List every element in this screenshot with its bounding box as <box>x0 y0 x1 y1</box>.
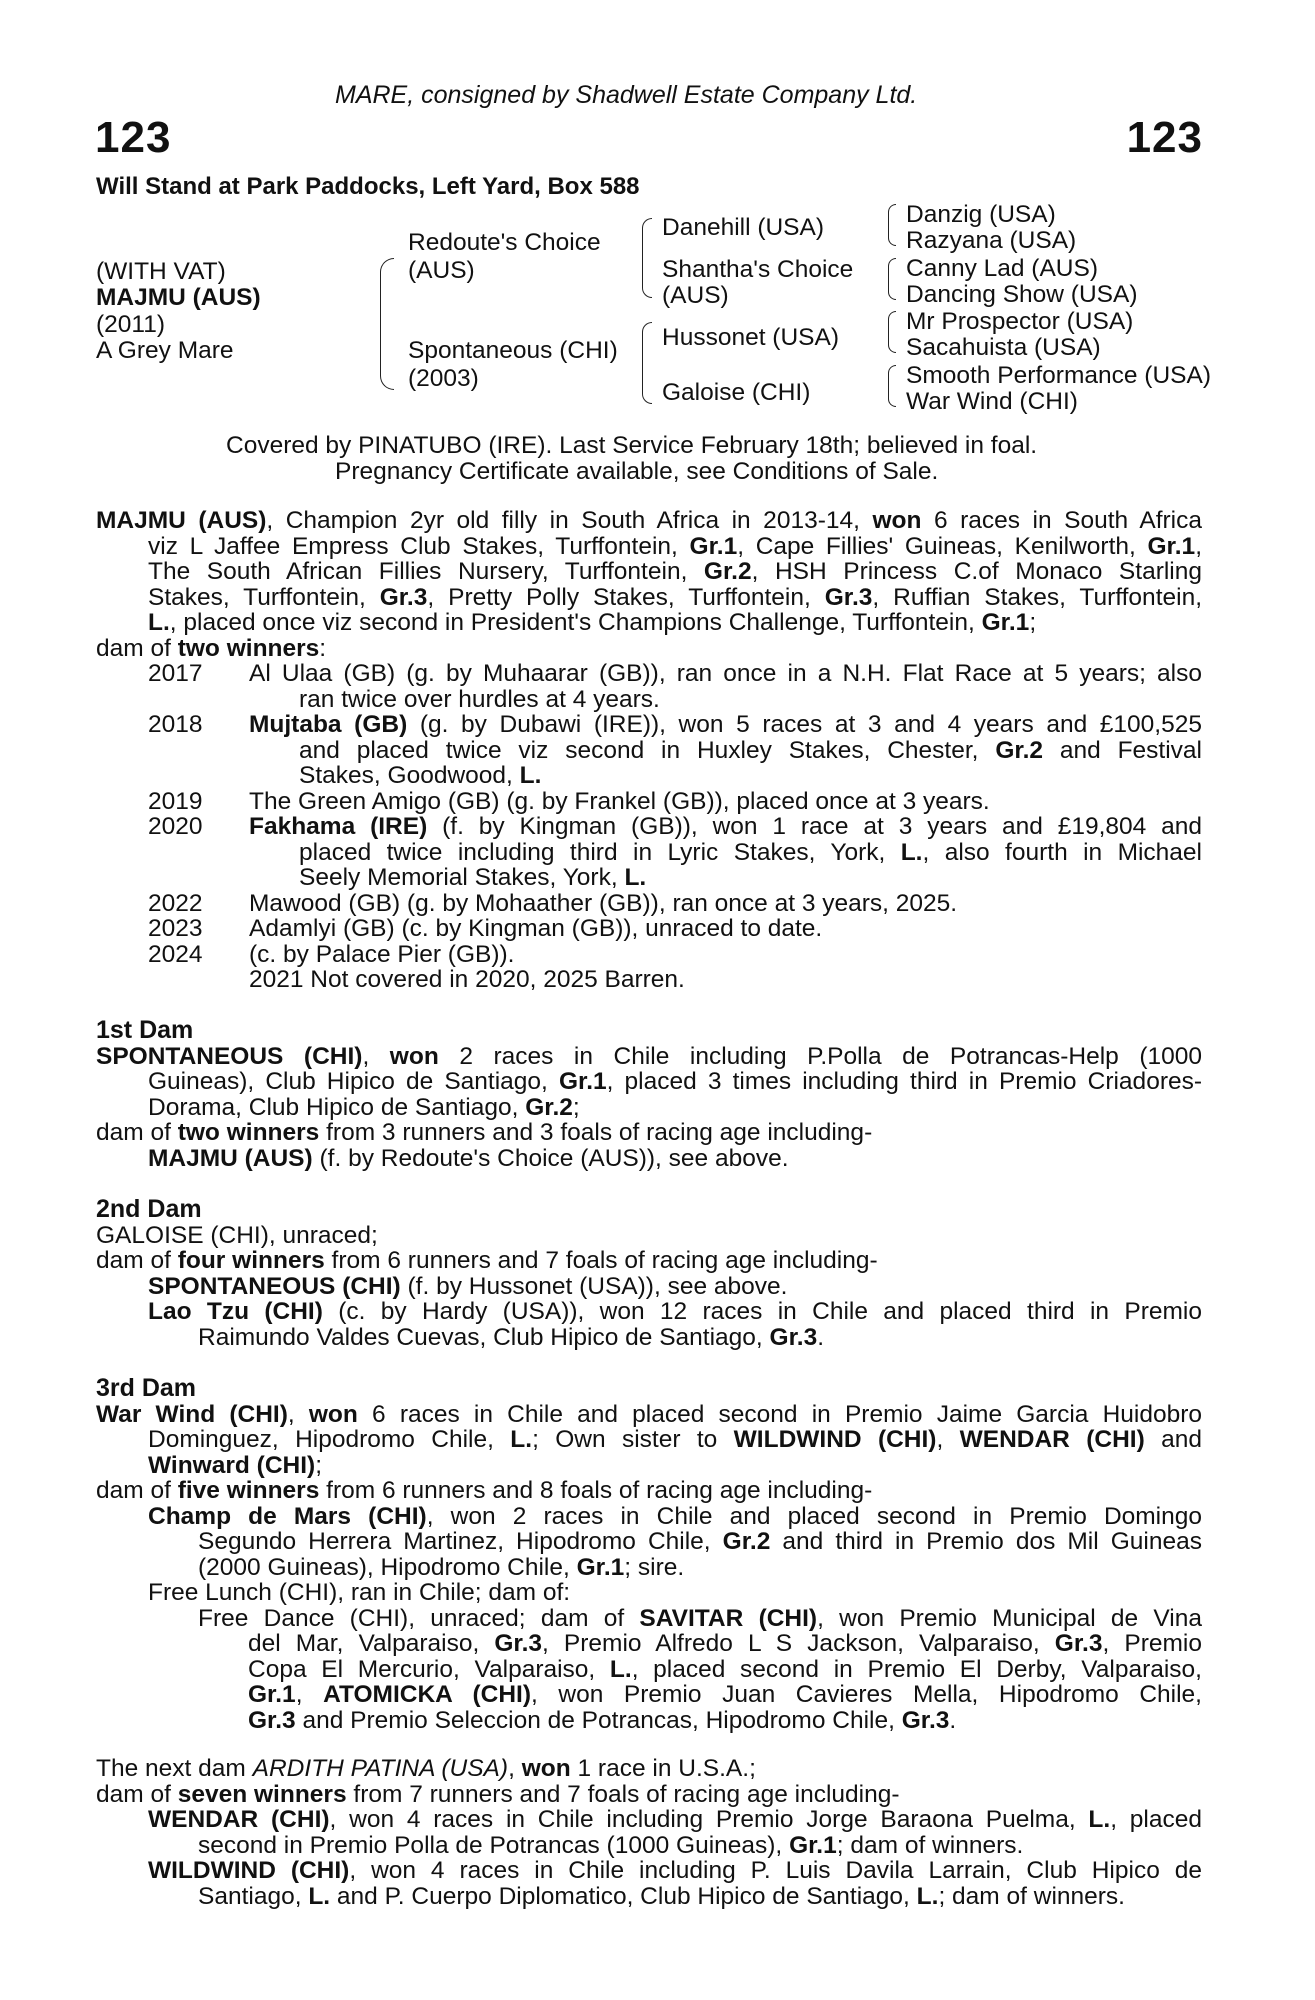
text-segment: Lao Tzu (CHI) <box>148 1298 323 1325</box>
text-segment: , HSH Princess C.of Monaco Starling <box>751 558 1202 585</box>
text-line <box>96 1325 1202 1351</box>
text-segment: ATOMICKA (CHI) <box>323 1681 531 1708</box>
text-segment: Gr.3 <box>494 1630 543 1657</box>
text-segment: from 6 runners and 8 foals of racing age including- <box>319 1477 873 1504</box>
text-segment: , Pretty Polly Stakes, Turffontein, <box>427 583 825 611</box>
text-segment: Free Dance (CHI), unraced; dam of <box>198 1604 640 1632</box>
text-segment: WILDWIND (CHI) <box>148 1857 350 1884</box>
text-segment: dam of <box>96 1780 178 1808</box>
text-segment: , <box>1195 532 1202 560</box>
text-segment: WENDAR (CHI) <box>148 1806 330 1833</box>
text-segment: MAJMU (AUS) <box>148 1144 313 1172</box>
text-segment: L. <box>900 838 923 866</box>
text-segment: , won 4 races in Chile including P. Luis Davila Larrain, Club Hipico de <box>349 1857 1202 1884</box>
dam-year: (2003) <box>408 365 479 392</box>
text-line <box>96 534 1202 560</box>
gg-smooth-performance: Smooth Performance (USA) <box>906 362 1211 389</box>
text-segment: Gr.3 <box>769 1323 818 1351</box>
text-line <box>299 738 1202 764</box>
text-line <box>96 1529 1202 1555</box>
text-segment: ; dam of winners. <box>938 1882 1125 1910</box>
text-segment: Seely Memorial Stakes, York, <box>299 864 625 891</box>
text-line <box>96 610 1202 636</box>
text-line <box>96 687 1202 713</box>
text-segment: Free Lunch (CHI), ran in Chile; dam of: <box>148 1579 571 1606</box>
text-segment: and placed twice viz second in Huxley Stakes, Chester, <box>299 736 996 764</box>
text-segment: 2018 <box>148 711 203 738</box>
text-line <box>96 1248 1202 1274</box>
text-line <box>96 1146 1202 1172</box>
text-segment: from 6 runners and 7 foals of racing age including- <box>324 1247 878 1274</box>
text-segment: Gr.1 <box>689 532 738 560</box>
text-segment: Gr.3 <box>1054 1630 1103 1657</box>
text-segment: ; <box>572 1093 580 1121</box>
pedigree-brace-gg4 <box>888 365 896 407</box>
text-segment: L. <box>609 1655 632 1683</box>
text-segment: Dominguez, Hipodromo Chile, <box>148 1426 511 1453</box>
text-line <box>96 1453 1202 1479</box>
horse-description: A Grey Mare <box>96 337 234 364</box>
text-line <box>96 865 1202 891</box>
text-segment: and <box>1144 1426 1202 1453</box>
text-segment: (c. by Hardy (USA)), won 12 races in Chile and placed third in Premio <box>322 1298 1202 1325</box>
text-segment: , <box>295 1681 324 1708</box>
text-line <box>96 763 1202 789</box>
covering-line: Covered by PINATUBO (IRE). Last Service February 18th; believed in foal. <box>226 432 1038 459</box>
text-segment: Fakhama (IRE) <box>249 813 428 840</box>
text-segment: Gr.3 <box>379 583 428 611</box>
text-segment: SPONTANEOUS (CHI) <box>96 1042 363 1070</box>
text-segment: and P. Cuerpo Diplomatico, Club Hipico de Santiago, <box>330 1882 917 1910</box>
text-segment: (g. by Dubawi (IRE)), won 5 races at 3 and 4 years and £100,525 <box>407 711 1202 738</box>
text-segment: and third in Premio dos Mil Guineas <box>770 1528 1202 1555</box>
text-segment: won <box>872 507 922 534</box>
gg-sacahuista: Sacahuista (USA) <box>906 334 1101 361</box>
text-segment: 6 races in South Africa <box>921 507 1202 534</box>
text-segment: : <box>319 634 327 662</box>
text-segment: , won 2 races in Chile and placed second in Premio Domingo <box>426 1502 1202 1530</box>
pedigree-brace-dam <box>642 322 652 404</box>
dam-dam: Galoise (CHI) <box>662 379 811 406</box>
text-segment: L. <box>519 762 542 789</box>
text-segment: 1 race in U.S.A.; <box>570 1755 756 1782</box>
sire-country: (AUS) <box>408 257 475 284</box>
text-segment: Gr.2 <box>703 558 752 585</box>
text-segment: Segundo Herrera Martinez, Hipodromo Chile, <box>198 1528 723 1555</box>
text-segment: (2000 Guineas), Hipodromo Chile, <box>198 1553 577 1581</box>
text-segment: (f. by Hussonet (USA)), see above. <box>400 1272 788 1300</box>
text-segment: , placed 3 times including third in Premio Criadores- <box>606 1068 1203 1095</box>
majmu-section <box>96 508 1202 661</box>
gg-danzig: Danzig (USA) <box>906 201 1056 228</box>
gg-dancing-show: Dancing Show (USA) <box>906 281 1138 308</box>
text-segment: Gr.1 <box>558 1068 607 1095</box>
text-line <box>96 1044 1202 1070</box>
pedigree-brace-gg3 <box>888 311 896 353</box>
lot-number-left: 123 <box>95 113 172 162</box>
text-segment: 2023 <box>148 915 203 942</box>
text-segment: seven winners <box>177 1780 347 1808</box>
text-segment: four winners <box>177 1247 325 1274</box>
text-line <box>96 636 1202 662</box>
text-segment: dam of <box>96 634 178 662</box>
text-segment: GALOISE (CHI), unraced; <box>96 1221 378 1249</box>
text-segment: SPONTANEOUS (CHI) <box>148 1272 401 1300</box>
text-line <box>96 1682 1202 1708</box>
second-dam-heading: 2nd Dam <box>96 1195 202 1223</box>
text-segment: Copa El Mercurio, Valparaiso, <box>248 1655 610 1683</box>
text-segment: ; <box>1029 609 1037 636</box>
text-segment: del Mar, Valparaiso, <box>248 1630 495 1657</box>
dam-name: Spontaneous (CHI) <box>408 337 618 364</box>
text-line <box>96 1095 1202 1121</box>
text-segment: , Premio <box>1102 1630 1202 1657</box>
text-segment: won <box>521 1755 571 1782</box>
text-segment: The South African Fillies Nursery, Turffontein, <box>148 558 704 585</box>
text-segment: second in Premio Polla de Potrancas (1000 Guineas), <box>198 1831 790 1859</box>
text-segment: , Champion 2yr old filly in South Africa in 2013-14, <box>266 507 873 534</box>
third-dam-section <box>96 1376 1202 1733</box>
text-line <box>249 814 1202 840</box>
text-segment: WILDWIND (CHI) <box>733 1426 937 1453</box>
horse-year: (2011) <box>96 311 166 338</box>
text-segment: from 7 runners and 7 foals of racing age including- <box>346 1780 900 1808</box>
text-segment: Gr.3 <box>901 1706 950 1734</box>
text-segment: L. <box>510 1426 533 1453</box>
text-segment: Gr.2 <box>995 736 1044 764</box>
text-line <box>96 1708 1202 1734</box>
text-segment: L. <box>308 1882 331 1910</box>
third-dam-heading: 3rd Dam <box>96 1374 197 1402</box>
text-line <box>96 585 1202 611</box>
pedigree-brace-gg2 <box>888 258 896 300</box>
text-segment: dam of <box>96 1247 178 1274</box>
text-line <box>96 1120 1202 1146</box>
pedigree-brace-gg1 <box>888 204 896 246</box>
progeny-row <box>96 712 1202 738</box>
sire-dam: Shantha's Choice <box>662 256 854 283</box>
vat-status: (WITH VAT) <box>96 258 226 285</box>
lot-number-right: 123 <box>1126 113 1203 162</box>
text-segment: , placed <box>1110 1806 1202 1833</box>
text-segment: (f. by Kingman (GB)), won 1 race at 3 years and £19,804 and <box>427 813 1203 840</box>
text-line <box>96 1858 1202 1884</box>
text-segment: The Green Amigo (GB) (g. by Frankel (GB)), placed once at 3 years. <box>249 787 990 815</box>
text-segment: ; sire. <box>624 1553 685 1581</box>
text-line <box>96 1657 1202 1683</box>
text-segment: (c. by Palace Pier (GB)). <box>249 940 515 968</box>
progeny-row <box>96 814 1202 840</box>
text-line <box>299 865 1202 891</box>
text-line <box>96 1274 1202 1300</box>
text-line <box>96 840 1202 866</box>
text-segment: 2020 <box>148 813 203 840</box>
text-segment: (f. by Redoute's Choice (AUS)), see above. <box>312 1144 789 1172</box>
text-line <box>96 559 1202 585</box>
text-segment: and Premio Seleccion de Potrancas, Hipodromo Chile, <box>295 1706 902 1734</box>
text-segment: , won 4 races in Chile including Premio Jorge Baraona Puelma, <box>329 1806 1089 1833</box>
text-segment: dam of <box>96 1477 178 1504</box>
text-segment: , <box>936 1426 960 1453</box>
text-segment: Gr.1 <box>1147 532 1196 560</box>
text-segment: The next dam <box>96 1755 253 1782</box>
text-segment: ran twice over hurdles at 4 years. <box>299 685 660 713</box>
text-segment: , Ruffian Stakes, Turffontein, <box>872 583 1202 611</box>
text-line <box>96 1555 1202 1581</box>
text-line <box>96 1504 1202 1530</box>
text-segment: Winward (CHI) <box>148 1451 316 1479</box>
gg-canny-lad: Canny Lad (AUS) <box>906 255 1099 282</box>
text-line <box>96 1402 1202 1428</box>
text-segment: L. <box>148 609 170 636</box>
sire-sire: Danehill (USA) <box>662 214 825 241</box>
text-segment: , <box>287 1400 309 1428</box>
text-segment: won <box>308 1400 358 1428</box>
text-segment: 2024 <box>148 940 203 968</box>
first-dam-section <box>96 1018 1202 1171</box>
sire-dam-country: (AUS) <box>662 282 729 309</box>
text-segment: Mujtaba (GB) <box>249 711 408 738</box>
text-segment: Gr.1 <box>248 1681 296 1708</box>
text-segment: placed twice including third in Lyric Stakes, York, <box>299 838 901 866</box>
text-line <box>96 1427 1202 1453</box>
text-line <box>96 1631 1202 1657</box>
progeny-row <box>96 789 1202 815</box>
text-segment: Raimundo Valdes Cuevas, Club Hipico de Santiago, <box>198 1323 770 1351</box>
text-segment: Adamlyi (GB) (c. by Kingman (GB)), unraced to date. <box>249 915 823 942</box>
text-segment: 2022 <box>148 889 203 917</box>
text-segment: ; Own sister to <box>532 1426 734 1453</box>
progeny-row <box>96 942 1202 968</box>
text-line <box>96 1299 1202 1325</box>
text-segment: . <box>949 1706 957 1734</box>
majmu-name: MAJMU (AUS) <box>96 507 267 534</box>
consignor-line: MARE, consigned by Shadwell Estate Company Ltd. <box>335 81 918 109</box>
text-segment: Champ de Mars (CHI) <box>148 1502 427 1530</box>
text-line <box>96 1606 1202 1632</box>
text-segment: Dorama, Club Hipico de Santiago, <box>148 1093 526 1121</box>
progeny-row <box>96 916 1202 942</box>
gg-war-wind: War Wind (CHI) <box>906 388 1078 415</box>
text-segment: , won Premio Municipal de Vina <box>817 1604 1202 1632</box>
text-line <box>299 840 1202 866</box>
text-segment: Gr.1 <box>981 609 1030 636</box>
text-line <box>96 1884 1202 1910</box>
text-segment: Gr.3 <box>824 583 873 611</box>
text-line <box>96 1756 1202 1782</box>
text-segment: , <box>508 1755 522 1782</box>
text-segment: 2019 <box>148 787 203 815</box>
text-segment: Gr.3 <box>248 1706 296 1734</box>
stabling-location: Will Stand at Park Paddocks, Left Yard, Box 588 <box>96 173 640 200</box>
text-line <box>299 763 1202 789</box>
text-line <box>96 1833 1202 1859</box>
text-segment: Gr.1 <box>789 1831 837 1859</box>
text-segment: Santiago, <box>198 1882 309 1910</box>
text-segment: five winners <box>177 1477 320 1504</box>
text-segment: dam of <box>96 1119 178 1146</box>
text-segment: and Festival <box>1043 736 1202 764</box>
progeny-list <box>96 661 1202 993</box>
pedigree-brace-main <box>380 258 394 390</box>
text-segment: , <box>362 1042 390 1070</box>
text-segment: , also fourth in Michael <box>922 838 1202 866</box>
text-segment: Gr.2 <box>722 1528 771 1555</box>
text-segment: , Cape Fillies' Guineas, Kenilworth, <box>737 532 1148 560</box>
sire-name: Redoute's Choice <box>408 229 601 256</box>
text-line <box>96 1782 1202 1808</box>
text-line <box>96 738 1202 764</box>
text-segment: 2021 Not covered in 2020, 2025 Barren. <box>249 966 685 993</box>
text-line <box>96 1069 1202 1095</box>
next-dam-section <box>96 1756 1202 1909</box>
text-segment: , placed once viz second in President's Champions Challenge, Turffontein, <box>169 609 982 636</box>
text-segment: 6 races in Chile and placed second in Premio Jaime Garcia Huidobro <box>357 1400 1202 1428</box>
text-segment: War Wind (CHI) <box>96 1400 288 1428</box>
gg-mr-prospector: Mr Prospector (USA) <box>906 308 1134 335</box>
text-segment: . <box>817 1323 825 1351</box>
text-segment: L. <box>916 1882 939 1910</box>
text-segment: WENDAR (CHI) <box>959 1426 1145 1453</box>
pregnancy-line: Pregnancy Certificate available, see Conditions of Sale. <box>335 458 939 485</box>
text-segment: viz L Jaffee Empress Club Stakes, Turffontein, <box>148 532 690 560</box>
text-segment: Gr.1 <box>576 1553 625 1581</box>
text-segment: L. <box>1088 1806 1111 1833</box>
dam-sire: Hussonet (USA) <box>662 324 840 351</box>
text-line <box>249 712 1202 738</box>
progeny-row <box>96 891 1202 917</box>
text-segment: Stakes, Turffontein, <box>148 583 380 611</box>
pedigree-brace-sire <box>642 218 652 298</box>
progeny-note <box>96 967 1202 993</box>
text-line <box>96 508 1202 534</box>
text-segment: 2 races in Chile including P.Polla de Potrancas-Help (1000 <box>438 1042 1202 1070</box>
text-segment: ; dam of winners. <box>836 1831 1024 1859</box>
text-segment: won <box>389 1042 439 1070</box>
text-segment: L. <box>624 864 647 891</box>
text-segment: , Premio Alfredo L S Jackson, Valparaiso, <box>542 1630 1055 1657</box>
text-segment: two winners <box>177 634 320 662</box>
text-segment: Gr.2 <box>525 1093 573 1121</box>
text-segment: ARDITH PATINA (USA) <box>252 1755 509 1782</box>
text-segment: Stakes, Goodwood, <box>299 762 520 789</box>
horse-name: MAJMU (AUS) <box>96 284 261 311</box>
progeny-row <box>96 661 1202 687</box>
text-segment: ; <box>315 1451 322 1479</box>
text-segment: 2017 <box>148 660 203 687</box>
second-dam-section <box>96 1197 1202 1350</box>
gg-razyana: Razyana (USA) <box>906 227 1077 254</box>
text-segment: from 3 runners and 3 foals of racing age including- <box>319 1119 873 1146</box>
first-dam-heading: 1st Dam <box>96 1016 194 1044</box>
text-segment: , won Premio Juan Cavieres Mella, Hipodromo Chile, <box>531 1681 1202 1708</box>
text-segment: SAVITAR (CHI) <box>639 1604 818 1632</box>
text-line <box>96 1807 1202 1833</box>
text-segment: Mawood (GB) (g. by Mohaather (GB)), ran once at 3 years, 2025. <box>249 889 958 917</box>
text-segment: Guineas), Club Hipico de Santiago, <box>148 1068 559 1095</box>
text-line <box>96 1478 1202 1504</box>
text-segment: , placed second in Premio El Derby, Valparaiso, <box>631 1655 1202 1683</box>
text-segment: Al Ulaa (GB) (g. by Muhaarar (GB)), ran once in a N.H. Flat Race at 5 years; also <box>249 660 1202 687</box>
text-segment: two winners <box>177 1119 320 1146</box>
